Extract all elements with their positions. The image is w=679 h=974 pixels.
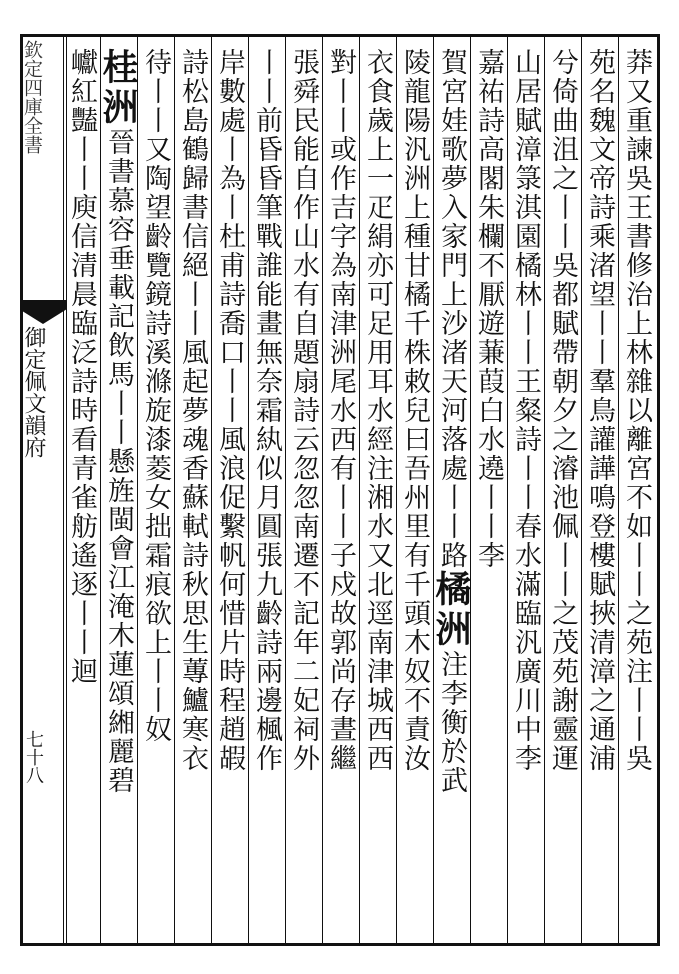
text-column [285,48,322,928]
column-rule [507,34,508,946]
column-rule [359,34,360,946]
text-column [248,48,285,928]
column-rule [433,34,434,946]
text-column [211,48,248,928]
text-column [137,48,174,928]
column-text: 陵龍陽汎洲上種甘橘千株敕兒曰吾州里有千頭木奴不責汝 [399,48,430,773]
book-title: 御定佩文韻府 [21,326,46,458]
text-column [581,48,618,928]
column-text: 苑名魏文帝詩乘渚望丨丨羣鳥讙譁鳴登樓賦挾清漳之通浦 [584,48,615,773]
column-text: 待丨丨又陶望齡覽鏡詩溪滌旋漆菱女拙霜痕欲上丨丨奴 [140,48,171,744]
entry-heading: 橘洲 [430,570,472,650]
column-text: 丨丨前昏昏筆戰誰能畫無奈霜紈似月圓張九齡詩兩邊楓作 [251,48,282,773]
text-column [430,48,472,928]
text-column [470,48,507,928]
text-column [322,48,359,928]
text-column [544,48,581,928]
column-rule [248,34,249,946]
column-text: 對丨丨或作吉字為南津洲尾水西有丨丨子戍故郭尚存晝繼 [325,48,356,773]
column-rule [137,34,138,946]
column-rule [581,34,582,946]
column-text: 莽又重諫吳王書修治上林雜以離宮不如丨丨之苑注丨丨吳 [621,48,652,773]
text-column [97,48,139,928]
text-column [174,48,211,928]
column-text: 嘉祐詩高閣朱欄不厭遊蒹葭白水遶丨丨李 [473,48,504,570]
column-text: 賀宮娃歌夢入家門上沙渚天河落處丨丨路 [436,48,467,570]
column-rule [322,34,323,946]
text-column [396,48,433,928]
column-rule [470,34,471,946]
text-column [63,48,100,928]
page-number: 七十八 [23,730,44,784]
column-text: 岸數處丨為丨杜甫詩喬口丨丨風浪促繫帆何惜片時程趙嘏 [214,48,245,773]
column-text: 詩松島鶴歸書信絕丨丨風起夢魂香蘇軾詩秋思生蓴鱸寒衣 [177,48,208,773]
column-text: 衣食歲上一疋絹亦可足用耳水經注湘水又北逕南津城西西 [362,48,393,773]
column-text: 晉書慕容垂載記飲馬丨丨懸旌閩會江淹木蓮頌緗麗碧 [103,128,134,795]
column-rule [396,34,397,946]
running-title: 欽定四庫全書 [21,40,43,154]
column-rule [544,34,545,946]
column-rule [174,34,175,946]
column-rule [100,34,101,946]
text-column [359,48,396,928]
text-column [507,48,544,928]
column-text: 山居賦漳箓淇園橘林丨丨王粲詩丨丨春水滿臨汎廣川中李 [510,48,541,773]
entry-heading: 桂洲 [97,48,139,128]
column-text: 巘紅豔丨丨庾信清晨臨泛詩時看青雀舫遙逐丨丨迴 [66,48,97,686]
column-text: 張舜民能自作山水有自題扇詩云忽忽南遷不記年二妃祠外 [288,48,319,773]
column-rule [618,34,619,946]
text-column [618,48,655,928]
column-rule [211,34,212,946]
column-text-after-heading: 注李衡於武 [436,650,467,795]
column-rule [285,34,286,946]
column-text: 兮倚曲沮之丨丨吳都賦帶朝夕之濬池佩丨丨之茂苑謝靈運 [547,48,578,773]
column-rule [63,34,64,946]
